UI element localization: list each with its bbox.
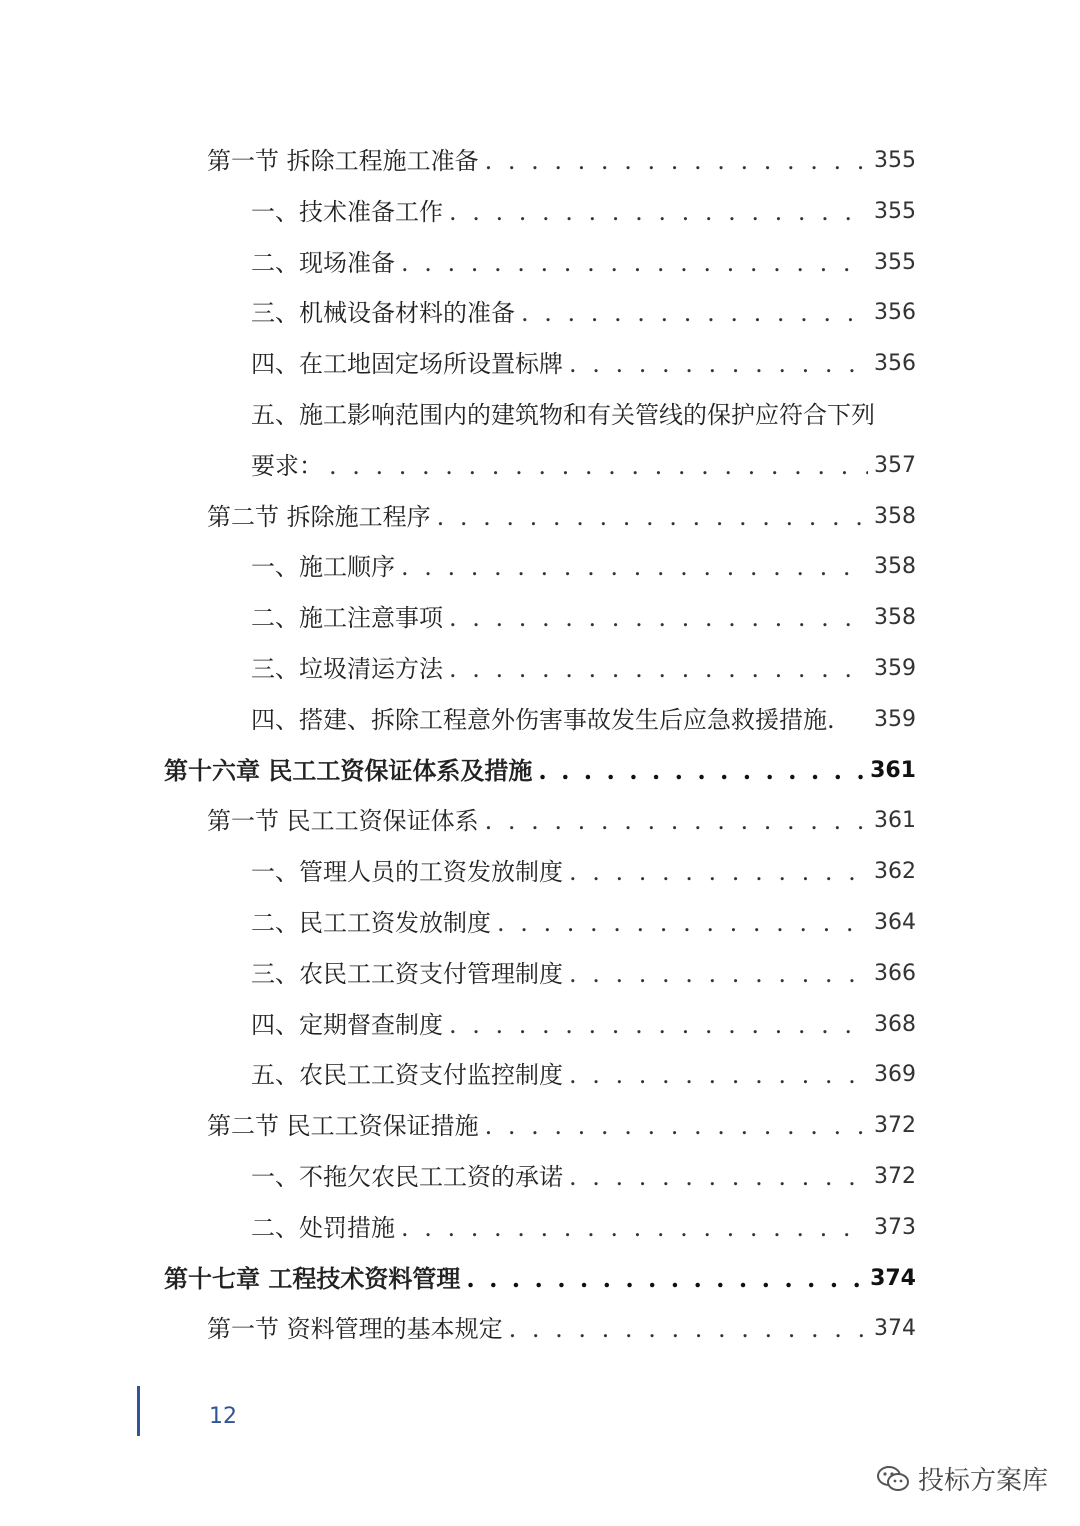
toc-leader-dots: [449, 657, 868, 681]
toc-entry-page: 362: [874, 859, 916, 885]
toc-item-entry[interactable]: [251, 238, 916, 288]
toc-entry-label: 一、施工顺序: [251, 553, 395, 582]
toc-item-entry[interactable]: [251, 898, 916, 948]
toc-item-entry[interactable]: [251, 390, 916, 440]
toc-item-entry[interactable]: [251, 1050, 916, 1100]
toc-leader-dots: [538, 759, 864, 783]
toc-entry-page: 355: [874, 249, 916, 275]
toc-leader-dots: [449, 606, 868, 630]
toc-item-entry[interactable]: [251, 593, 916, 643]
toc-leader-dots: [569, 1165, 868, 1189]
toc-entry-page: 359: [874, 656, 916, 681]
toc-leader-dots: [466, 1267, 864, 1291]
toc-leader-dots: [485, 149, 868, 173]
toc-item-entry[interactable]: [251, 847, 916, 897]
toc-entry-label: 第一节 民工工资保证体系: [207, 807, 479, 836]
toc-item-entry[interactable]: [251, 1203, 916, 1253]
toc-leader-dots: [449, 200, 868, 224]
toc-leader-dots: [497, 911, 868, 935]
toc-entry-page: 361: [870, 757, 916, 783]
toc-entry-label: 三、垃圾清运方法: [251, 655, 443, 683]
toc-leader-dots: [521, 301, 868, 325]
wechat-icon: [876, 1464, 910, 1494]
toc-entry-page: 357: [874, 452, 916, 478]
footer-accent-bar: [137, 1386, 140, 1436]
toc-entry-label: 五、施工影响范围内的建筑物和有关管线的保护应符合下列: [251, 401, 875, 429]
toc-item-entry[interactable]: [251, 288, 916, 338]
toc-chapter-entry[interactable]: [164, 1254, 916, 1304]
toc-entry-page: 373: [874, 1214, 916, 1240]
toc-entry-label: 二、处罚措施: [251, 1213, 395, 1242]
toc-leader-dots: [449, 1013, 868, 1037]
toc-leader-dots: [569, 860, 868, 884]
watermark-text: 投标方案库: [917, 1466, 1048, 1496]
toc-leader-dots: [437, 505, 868, 529]
toc-leader-dots: [569, 1063, 868, 1087]
toc-item-entry[interactable]: [251, 1152, 916, 1202]
toc-entry-page: 355: [874, 148, 916, 173]
toc-entry-page: 361: [874, 808, 916, 834]
toc-entry-label: 一、技术准备工作: [251, 197, 443, 226]
toc-leader-dots: [509, 1317, 868, 1341]
toc-item-entry[interactable]: [251, 695, 916, 745]
toc-entry-label: 一、不拖欠农民工工资的承诺: [251, 1163, 563, 1191]
toc-entry-page: 359: [874, 706, 916, 732]
toc-entry-label: 三、机械设备材料的准备: [251, 299, 515, 328]
toc-leader-dots: [485, 809, 868, 833]
toc-entry-label: 五、农民工工资支付监控制度: [251, 1061, 563, 1090]
toc-entry-page: 356: [874, 351, 916, 377]
toc-entry-page: 368: [874, 1011, 916, 1037]
toc-item-entry[interactable]: [251, 949, 916, 999]
toc-entry-label: 四、搭建、拆除工程意外伤害事故发生后应急救援措施.: [251, 705, 835, 734]
toc-section-entry[interactable]: [207, 1101, 916, 1151]
toc-entry-label: 四、在工地固定场所设置标牌: [251, 350, 563, 379]
toc-entry-label: 一、管理人员的工资发放制度: [251, 858, 563, 887]
toc-entry-page: 358: [874, 605, 916, 631]
toc-entry-page: 372: [874, 1164, 916, 1189]
toc-leader-dots: [569, 962, 868, 986]
toc-entry-label: 第十六章 民工工资保证体系及措施: [164, 755, 533, 785]
toc-entry-page: 372: [874, 1113, 916, 1139]
toc-section-entry[interactable]: [207, 492, 916, 542]
toc-entry-label: 第一节 拆除工程施工准备: [207, 147, 479, 175]
toc-item-entry[interactable]: [251, 542, 916, 592]
toc-entry-page: 366: [874, 960, 916, 986]
toc-entry-page: 356: [874, 300, 916, 326]
toc-section-entry[interactable]: [207, 1304, 916, 1354]
toc-entry-page: 355: [874, 198, 916, 224]
toc-item-entry[interactable]: [251, 1000, 916, 1050]
toc-entry-label: 第一节 资料管理的基本规定: [207, 1315, 503, 1344]
toc-entry-label: 二、现场准备: [251, 248, 395, 277]
toc-entry-page: 358: [874, 554, 916, 580]
toc-entry-label: 第十七章 工程技术资料管理: [164, 1263, 461, 1293]
toc-leader-dots: [401, 1216, 868, 1240]
toc-section-entry[interactable]: [207, 796, 916, 846]
toc-entry-label: 第二节 民工工资保证措施: [207, 1112, 479, 1141]
toc-leader-dots: [401, 251, 868, 275]
toc-item-entry[interactable]: [251, 187, 916, 237]
toc-item-entry[interactable]: [251, 441, 916, 491]
toc-entry-page: 364: [874, 910, 916, 935]
page-number: 12: [209, 1404, 237, 1429]
toc-leader-dots: [569, 352, 868, 376]
toc-entry-label: 要求：: [251, 451, 323, 480]
watermark: [876, 1460, 1048, 1497]
toc-item-entry[interactable]: [251, 339, 916, 389]
toc-entry-page: 374: [870, 1265, 916, 1291]
toc-leader-dots: [401, 555, 868, 579]
toc-section-entry[interactable]: [207, 136, 916, 186]
toc-entry-page: 374: [874, 1316, 916, 1342]
toc-entry-label: 四、定期督查制度: [251, 1010, 443, 1039]
toc-entry-page: 369: [874, 1062, 916, 1088]
toc-leader-dots: [329, 454, 868, 478]
toc-entry-page: 358: [874, 503, 916, 529]
toc-item-entry[interactable]: [251, 644, 916, 694]
toc-entry-label: 二、施工注意事项: [251, 604, 443, 633]
toc-entry-label: 三、农民工工资支付管理制度: [251, 959, 563, 988]
toc-entry-label: 二、民工工资发放制度: [251, 909, 491, 937]
toc-entry-label: 第二节 拆除施工程序: [207, 502, 431, 531]
toc-leader-dots: [485, 1114, 868, 1138]
toc-chapter-entry[interactable]: [164, 746, 916, 796]
